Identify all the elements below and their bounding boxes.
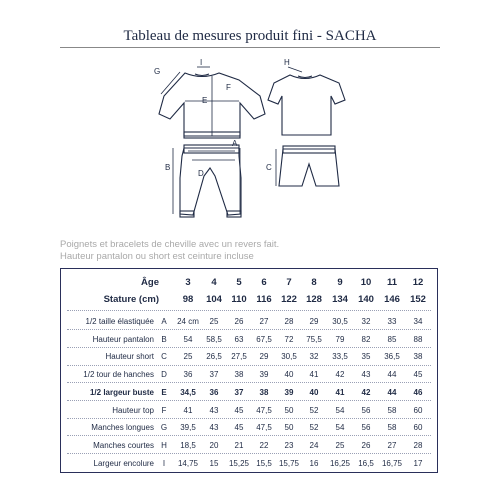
table-cell: 33 — [387, 317, 397, 326]
table-cell: 47,5 — [256, 405, 272, 415]
table-cell: 45 — [234, 405, 244, 415]
stature-cell: 104 — [206, 294, 222, 305]
table-cell: 14,75 — [177, 458, 199, 468]
table-cell: 39,5 — [180, 423, 196, 433]
table-cell: 16,5 — [358, 458, 374, 468]
table-cell: 22 — [259, 440, 269, 450]
row-label: 1/2 tour de hanches — [83, 370, 154, 380]
table-cell: 63 — [234, 334, 244, 344]
table-cell: 29 — [309, 317, 319, 326]
table-cell: 41 — [335, 387, 345, 397]
table-cell: 54 — [335, 405, 345, 415]
page-title: Tableau de mesures produit fini - SACHA — [123, 28, 377, 44]
stature-cell: 110 — [231, 294, 247, 305]
table-cell: 26 — [361, 440, 371, 450]
table-cell: 37 — [234, 387, 244, 397]
table-cell: 50 — [284, 405, 294, 415]
table-cell: 41 — [183, 405, 193, 415]
age-cell: 11 — [386, 277, 398, 288]
table-cell: 36 — [209, 387, 219, 397]
table-cell: 45 — [234, 423, 244, 433]
label-c: C — [266, 163, 272, 172]
table-cell: 16,75 — [381, 458, 403, 468]
stature-cell: 98 — [182, 294, 194, 305]
table-cell: 42 — [335, 370, 345, 380]
age-cell: 10 — [360, 277, 372, 288]
row-label: Hauteur top — [112, 405, 154, 415]
label-e: E — [202, 96, 208, 105]
pants-waistband — [184, 145, 239, 153]
row-label: 1/2 taille élastiquée — [85, 317, 154, 326]
table-cell: 34 — [413, 317, 423, 326]
row-letter: C — [161, 352, 167, 362]
age-cell: 3 — [185, 277, 191, 288]
table-row — [61, 454, 437, 474]
row-label: Hauteur pantalon — [92, 334, 154, 344]
label-h: H — [284, 58, 290, 67]
row-letter: D — [161, 370, 167, 380]
table-cell: 44 — [387, 387, 397, 397]
table-cell: 26 — [234, 317, 244, 326]
table-cell: 30,5 — [332, 317, 348, 326]
table-cell: 34,5 — [180, 387, 196, 397]
table-cell: 26,5 — [206, 352, 222, 362]
table-cell: 33,5 — [332, 352, 348, 362]
row-label: Hauteur short — [105, 352, 154, 362]
table-cell: 41 — [309, 370, 319, 380]
table-cell: 24 cm — [177, 317, 199, 326]
table-cell: 52 — [309, 423, 319, 433]
age-cell: 9 — [337, 277, 343, 288]
table-cell: 30,5 — [281, 352, 297, 362]
table-cell: 45 — [413, 370, 423, 380]
table-cell: 32 — [361, 317, 371, 326]
age-cell: 5 — [236, 277, 242, 288]
age-cell: 4 — [211, 277, 217, 288]
row-label: Largeur encolure — [93, 458, 154, 468]
table-cell: 36 — [183, 370, 193, 380]
stature-cell: 146 — [384, 294, 400, 305]
stature-cell: 152 — [410, 294, 426, 305]
table-cell: 39 — [259, 370, 269, 380]
table-cell: 82 — [361, 334, 371, 344]
stature-cell: 122 — [281, 294, 297, 305]
table-cell: 25 — [183, 352, 193, 362]
header-stature-label: Stature (cm) — [103, 294, 159, 305]
table-cell: 67,5 — [256, 334, 272, 344]
table-cell: 20 — [209, 440, 219, 450]
shorts-drawing — [279, 149, 339, 186]
table-cell: 15,5 — [256, 458, 272, 468]
table-cell: 72 — [284, 334, 294, 344]
table-cell: 58 — [387, 405, 397, 415]
table-cell: 21 — [234, 440, 244, 450]
table-cell: 16,25 — [329, 458, 351, 468]
table-cell: 43 — [361, 370, 371, 380]
table-cell: 42 — [361, 387, 371, 397]
table-cell: 79 — [335, 334, 345, 344]
table-cell: 17 — [413, 458, 423, 468]
row-letter: I — [162, 458, 166, 468]
table-cell: 15,75 — [278, 458, 300, 468]
row-letter: E — [161, 387, 167, 397]
age-cell: 7 — [286, 277, 292, 288]
stature-cell: 134 — [332, 294, 348, 305]
table-cell: 28 — [413, 440, 423, 450]
table-cell: 27,5 — [231, 352, 247, 362]
table-cell: 75,5 — [306, 334, 322, 344]
table-cell: 47,5 — [256, 423, 272, 433]
table-cell: 43 — [209, 423, 219, 433]
table-cell: 28 — [284, 317, 294, 326]
row-label: Manches longues — [91, 423, 154, 433]
row-label: 1/2 largeur buste — [89, 387, 154, 397]
table-cell: 54 — [335, 423, 345, 433]
stature-cell: 128 — [306, 294, 322, 305]
label-a: A — [232, 139, 238, 148]
table-cell: 25 — [335, 440, 345, 450]
note-waist: Hauteur pantalon ou short est ceinture incluse — [60, 251, 254, 262]
table-cell: 40 — [284, 370, 294, 380]
table-cell: 88 — [413, 334, 423, 344]
short-sleeve-top-drawing — [268, 75, 345, 135]
row-letter: A — [161, 317, 167, 326]
table-cell: 85 — [387, 334, 397, 344]
table-cell: 38 — [259, 387, 269, 397]
row-letter: G — [160, 423, 168, 433]
table-cell: 58,5 — [206, 334, 222, 344]
header-stature-row — [61, 290, 437, 310]
table-cell: 16 — [309, 458, 319, 468]
table-cell: 18,5 — [180, 440, 196, 450]
table-cell: 25 — [209, 317, 219, 326]
table-cell: 58 — [387, 423, 397, 433]
title-divider — [60, 47, 440, 48]
table-cell: 27 — [387, 440, 397, 450]
table-cell: 24 — [309, 440, 319, 450]
table-cell: 60 — [413, 405, 423, 415]
note-cuffs: Poignets et bracelets de cheville avec un revers fait. — [60, 239, 280, 250]
table-cell: 44 — [387, 370, 397, 380]
garment-illustration — [140, 58, 370, 236]
table-cell: 29 — [259, 352, 269, 362]
table-cell: 43 — [209, 405, 219, 415]
stature-cell: 140 — [358, 294, 374, 305]
row-separator — [67, 310, 431, 311]
label-g: G — [154, 67, 161, 76]
label-i: I — [200, 58, 203, 67]
row-letter: H — [161, 440, 167, 450]
table-cell: 40 — [309, 387, 319, 397]
row-label: Manches courtes — [93, 440, 154, 450]
table-cell: 39 — [284, 387, 294, 397]
stature-cell: 116 — [256, 294, 272, 305]
table-cell: 54 — [183, 334, 193, 344]
header-age-label: Âge — [141, 277, 159, 288]
table-cell: 27 — [259, 317, 269, 326]
age-cell: 8 — [311, 277, 317, 288]
label-b: B — [165, 163, 171, 172]
table-cell: 35 — [361, 352, 371, 362]
table-cell: 56 — [361, 405, 371, 415]
label-f: F — [226, 83, 231, 92]
table-cell: 52 — [309, 405, 319, 415]
table-cell: 36,5 — [384, 352, 400, 362]
table-cell: 38 — [413, 352, 423, 362]
table-cell: 15 — [209, 458, 219, 468]
age-cell: 6 — [261, 277, 267, 288]
table-cell: 56 — [361, 423, 371, 433]
table-cell: 50 — [284, 423, 294, 433]
label-d: D — [198, 169, 204, 178]
table-cell: 60 — [413, 423, 423, 433]
table-cell: 32 — [309, 352, 319, 362]
table-cell: 15,25 — [228, 458, 250, 468]
table-cell: 46 — [413, 387, 423, 397]
measurements-table — [60, 268, 438, 473]
table-cell: 23 — [284, 440, 294, 450]
row-letter: F — [161, 405, 167, 415]
row-letter: B — [161, 334, 167, 344]
age-cell: 12 — [412, 277, 424, 288]
pants-drawing — [180, 148, 241, 215]
table-cell: 37 — [209, 370, 219, 380]
table-cell: 38 — [234, 370, 244, 380]
